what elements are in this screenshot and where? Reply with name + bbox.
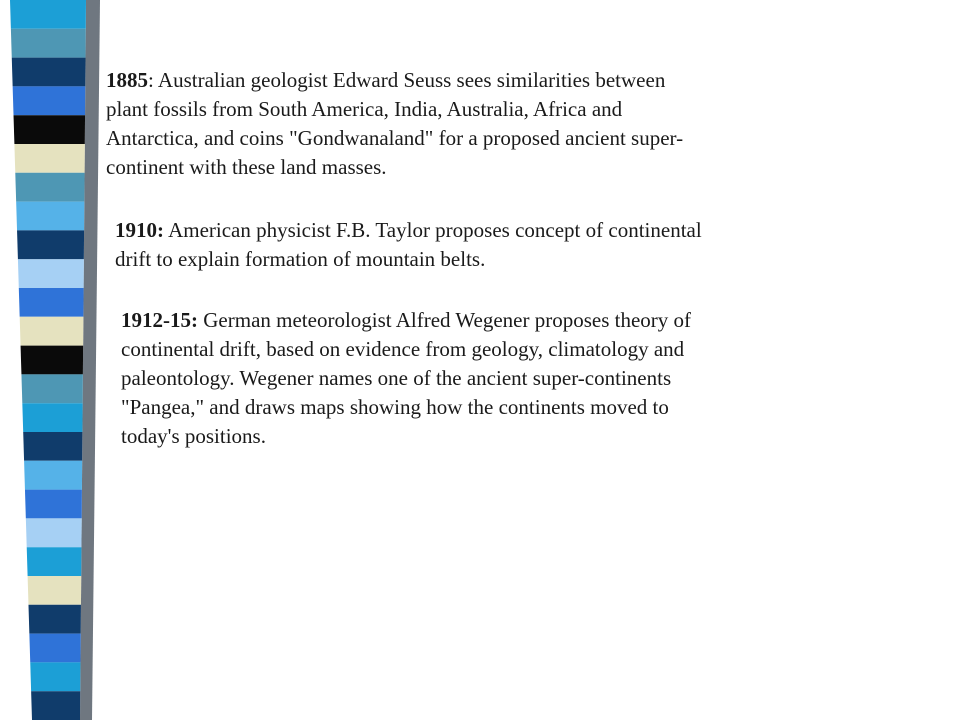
stripe-band xyxy=(31,691,80,720)
stripe-band xyxy=(13,86,86,115)
entry-1912-15-line-5: today's positions. xyxy=(121,424,266,448)
stripe-band xyxy=(16,202,84,231)
stripe-band xyxy=(18,259,84,288)
year-1912-15: 1912-15: xyxy=(121,308,198,332)
stripe-band xyxy=(30,662,80,691)
entry-1885-line-4: continent with these land masses. xyxy=(106,155,387,179)
entry-1910-line-1: 1910: American physicist F.B. Taylor proposes concept of continental xyxy=(115,218,702,242)
stripe-band xyxy=(12,58,86,87)
entry-1912-15-line-2: continental drift, based on evidence from geology, climatology and xyxy=(121,337,685,361)
year-1885: 1885 xyxy=(106,68,148,92)
decorative-color-stripe xyxy=(0,0,110,720)
stripe-band xyxy=(15,173,84,202)
stripe-band xyxy=(19,288,84,317)
year-1910: 1910: xyxy=(115,218,164,242)
entry-1912-15-line-4: "Pangea," and draws maps showing how the continents moved to xyxy=(121,395,669,419)
stripe-band xyxy=(26,518,82,547)
stripe-band xyxy=(28,605,80,634)
entry-1912-15 xyxy=(121,306,691,451)
entry-1885 xyxy=(106,66,683,182)
stripe-band xyxy=(14,144,84,173)
stripe-band xyxy=(27,547,82,576)
stripe-band xyxy=(20,317,84,346)
entry-1910 xyxy=(115,216,702,274)
stripe-band xyxy=(24,461,82,490)
stripe-band xyxy=(21,346,84,375)
stripe-band xyxy=(17,230,84,259)
entry-1912-15-line-3: paleontology. Wegener names one of the ancient super-continents xyxy=(121,366,672,390)
stripe-band xyxy=(28,576,82,605)
stripe-band xyxy=(22,403,82,432)
entry-1912-15-line-1: 1912-15: German meteorologist Alfred Wegener proposes theory of xyxy=(121,308,692,332)
entry-1885-line-2: plant fossils from South America, India, Australia, Africa and xyxy=(106,97,623,121)
stripe-band xyxy=(14,115,86,144)
stripe-band xyxy=(23,432,82,461)
stripe-band xyxy=(11,29,86,58)
entry-1885-line-1: 1885: Australian geologist Edward Seuss sees similarities between xyxy=(106,68,666,92)
stripe-band xyxy=(10,0,86,29)
stripe-band xyxy=(21,374,82,403)
entry-1885-line-3: Antarctica, and coins "Gondwanaland" for a proposed ancient super- xyxy=(106,126,684,150)
stripe-band xyxy=(25,490,82,519)
stripe-band xyxy=(29,634,80,663)
entry-1910-line-2: drift to explain formation of mountain belts. xyxy=(115,247,486,271)
